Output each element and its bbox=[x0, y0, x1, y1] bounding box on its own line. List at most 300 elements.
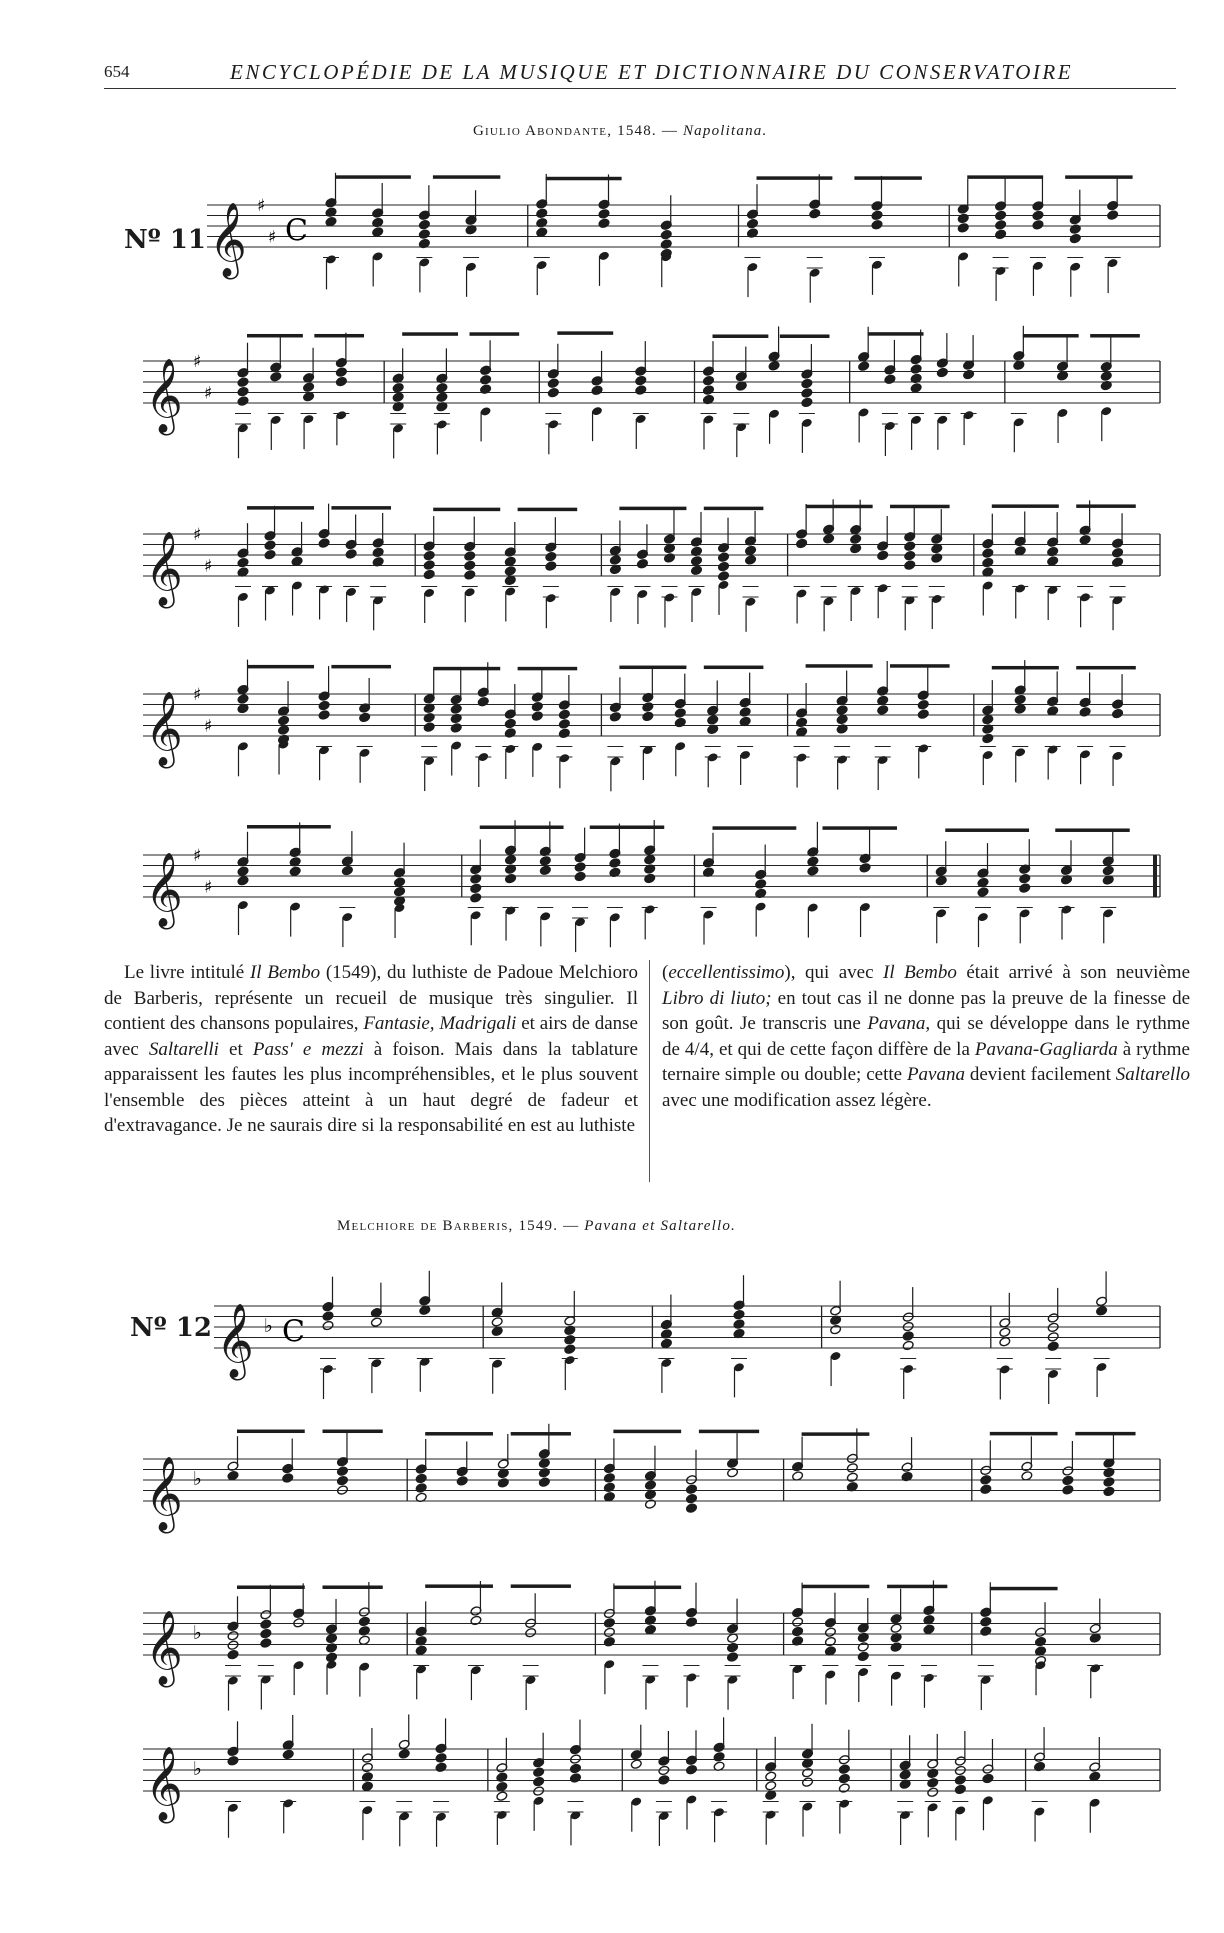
beam bbox=[704, 666, 764, 670]
notehead bbox=[1032, 210, 1044, 221]
beam bbox=[323, 1430, 383, 1434]
notehead bbox=[660, 1338, 672, 1349]
notehead bbox=[877, 705, 889, 716]
notehead bbox=[807, 865, 819, 876]
notehead bbox=[636, 558, 648, 569]
text-run: à rythme ternaire simple ou double; cette bbox=[662, 1038, 1190, 1085]
text-run: et airs de danse avec bbox=[104, 1013, 638, 1060]
beam bbox=[237, 1430, 305, 1434]
beam bbox=[992, 666, 1059, 670]
notehead bbox=[394, 877, 406, 888]
notehead bbox=[685, 1484, 697, 1495]
notehead bbox=[917, 709, 929, 720]
notehead bbox=[801, 378, 813, 389]
notehead bbox=[418, 219, 430, 230]
notehead bbox=[318, 710, 330, 721]
notehead bbox=[1062, 1475, 1074, 1486]
notehead bbox=[690, 565, 702, 576]
time-signature: C bbox=[285, 213, 308, 249]
notehead bbox=[859, 863, 871, 874]
notehead bbox=[318, 700, 330, 711]
notehead bbox=[237, 396, 249, 407]
notehead bbox=[660, 239, 672, 250]
notehead bbox=[982, 714, 994, 725]
notehead bbox=[505, 873, 517, 884]
notehead bbox=[802, 1777, 814, 1788]
notehead bbox=[1069, 233, 1081, 244]
beam bbox=[1055, 828, 1129, 832]
notehead bbox=[982, 1773, 994, 1784]
notehead bbox=[227, 1470, 239, 1481]
text-run: qui se développe dans le rythme de 4/4, et qui de cette façon diffère de la bbox=[662, 1013, 1190, 1060]
notehead bbox=[858, 361, 870, 372]
notehead bbox=[423, 712, 435, 723]
notehead bbox=[635, 385, 647, 396]
notehead bbox=[477, 696, 489, 707]
beam bbox=[331, 506, 391, 510]
notehead bbox=[836, 714, 848, 725]
paragraph-left bbox=[104, 960, 638, 1139]
notehead bbox=[768, 361, 780, 372]
notehead bbox=[838, 1783, 850, 1794]
key-signature-flat: ♭ bbox=[193, 1622, 202, 1644]
notehead bbox=[470, 874, 482, 885]
beam bbox=[323, 1585, 383, 1589]
notehead bbox=[954, 1784, 966, 1795]
notehead bbox=[644, 873, 656, 884]
key-signature-flat: ♭ bbox=[193, 1758, 202, 1780]
example-11-number: Nº 11 bbox=[124, 225, 206, 255]
treble-clef: 𝄞 bbox=[145, 359, 183, 433]
beam bbox=[247, 825, 331, 829]
notehead bbox=[630, 1759, 642, 1770]
notehead bbox=[642, 702, 654, 713]
italic-text: Il Bembo bbox=[883, 962, 957, 983]
notehead bbox=[398, 1749, 410, 1760]
beam bbox=[433, 175, 500, 179]
beam bbox=[1076, 504, 1136, 508]
notehead bbox=[727, 1652, 739, 1663]
notehead bbox=[935, 875, 947, 886]
notehead bbox=[824, 1627, 836, 1638]
notehead bbox=[927, 1787, 939, 1798]
text-run: et bbox=[218, 1038, 253, 1060]
text-run: (1549), du luthiste de Padoue Melchioro de Barberis, représente un recueil de musique très singulier. Il contient des chansons populaires, bbox=[104, 962, 638, 1034]
italic-text: Saltarelli bbox=[148, 1038, 219, 1060]
notehead bbox=[533, 1767, 545, 1778]
notehead bbox=[713, 1752, 725, 1763]
notehead bbox=[1069, 224, 1081, 235]
notehead bbox=[980, 1475, 992, 1486]
beam bbox=[823, 826, 897, 830]
beam bbox=[990, 1587, 1058, 1591]
text-run: en tout cas il ne donne pas la preuve de la finesse de son goût. Je transcris une bbox=[662, 987, 1191, 1034]
notehead bbox=[609, 858, 621, 869]
beam bbox=[802, 1432, 870, 1436]
notehead bbox=[685, 1503, 697, 1514]
notehead bbox=[564, 1344, 576, 1355]
notehead bbox=[394, 886, 406, 897]
italic-text: Pavana-Gagliarda bbox=[974, 1038, 1118, 1060]
notehead bbox=[982, 733, 994, 744]
notehead bbox=[545, 561, 557, 572]
beam bbox=[806, 664, 873, 668]
notehead bbox=[260, 1628, 272, 1639]
notehead bbox=[838, 1773, 850, 1784]
text-run: avec une modification assez légère. bbox=[662, 1089, 932, 1111]
treble-clef: 𝄞 bbox=[145, 1611, 183, 1685]
notehead bbox=[591, 385, 603, 396]
notehead bbox=[899, 1769, 911, 1780]
notehead bbox=[531, 701, 543, 712]
notehead bbox=[765, 1780, 777, 1791]
example-11-composer: Giulio Abondante bbox=[473, 123, 608, 139]
notehead bbox=[642, 711, 654, 722]
notehead bbox=[644, 1480, 656, 1491]
notehead bbox=[685, 1617, 697, 1628]
beam bbox=[945, 828, 1029, 832]
column-divider bbox=[649, 960, 650, 1182]
notehead bbox=[1112, 547, 1124, 558]
notehead bbox=[801, 388, 813, 399]
time-signature: C bbox=[282, 1314, 305, 1350]
notehead bbox=[237, 875, 249, 886]
beam bbox=[854, 176, 921, 180]
beam bbox=[713, 334, 769, 338]
beam bbox=[1075, 1432, 1135, 1436]
key-signature-sharp: ♯ bbox=[193, 525, 202, 545]
text-run: ( bbox=[662, 962, 669, 983]
notehead bbox=[496, 1791, 508, 1802]
notehead bbox=[1096, 1306, 1108, 1317]
notehead bbox=[963, 369, 975, 380]
notehead bbox=[658, 1775, 670, 1786]
notehead bbox=[796, 538, 808, 549]
italic-text: Pass' e mezzi bbox=[252, 1038, 364, 1060]
notehead bbox=[558, 709, 570, 720]
notehead bbox=[1102, 865, 1114, 876]
notehead bbox=[957, 213, 969, 224]
notehead bbox=[282, 1473, 294, 1484]
example-11-year: , 1548. — bbox=[607, 123, 683, 139]
notehead bbox=[871, 210, 883, 221]
notehead bbox=[902, 1331, 914, 1342]
notehead bbox=[569, 1763, 581, 1774]
notehead bbox=[464, 570, 476, 581]
beam bbox=[780, 334, 830, 338]
notehead bbox=[547, 387, 559, 398]
italic-text: Pavana bbox=[906, 1064, 965, 1085]
notehead bbox=[603, 1473, 615, 1484]
notehead bbox=[435, 1762, 447, 1773]
notehead bbox=[702, 385, 714, 396]
notehead bbox=[1100, 371, 1112, 382]
treble-clef: 𝄞 bbox=[145, 853, 183, 927]
beam bbox=[425, 1584, 493, 1588]
notehead bbox=[436, 382, 448, 393]
text-run: ), qui avec bbox=[784, 962, 884, 983]
notehead bbox=[436, 392, 448, 403]
notehead bbox=[884, 374, 896, 385]
notehead bbox=[491, 1317, 503, 1328]
notehead bbox=[418, 229, 430, 240]
notehead bbox=[358, 1616, 370, 1627]
notehead bbox=[995, 220, 1007, 231]
notehead bbox=[525, 1627, 537, 1638]
notehead bbox=[423, 569, 435, 580]
notehead bbox=[809, 208, 821, 219]
beam bbox=[433, 667, 500, 671]
italic-text: Fantasie, Madrigali bbox=[363, 1013, 517, 1034]
beam bbox=[1065, 175, 1132, 179]
notehead bbox=[415, 1473, 427, 1484]
notehead bbox=[237, 694, 249, 705]
notehead bbox=[857, 1642, 869, 1653]
text-column-right bbox=[662, 960, 1190, 1113]
notehead bbox=[227, 1756, 239, 1767]
beam bbox=[470, 332, 520, 336]
notehead bbox=[733, 1319, 745, 1330]
notehead bbox=[982, 557, 994, 568]
notehead bbox=[871, 219, 883, 230]
beam bbox=[331, 665, 391, 669]
notehead bbox=[392, 382, 404, 393]
notehead bbox=[237, 866, 249, 877]
notehead bbox=[982, 548, 994, 559]
notehead bbox=[545, 551, 557, 562]
beam bbox=[990, 1432, 1058, 1436]
notehead bbox=[830, 1324, 842, 1335]
notehead bbox=[423, 722, 435, 733]
notehead bbox=[980, 1616, 992, 1627]
notehead bbox=[690, 556, 702, 567]
text-run: était arrivé à son neuvième bbox=[956, 962, 1191, 983]
beam bbox=[890, 505, 950, 509]
italic-text: Il Bembo bbox=[249, 962, 321, 983]
notehead bbox=[237, 386, 249, 397]
notehead bbox=[505, 854, 517, 865]
beam bbox=[613, 1586, 681, 1590]
notehead bbox=[335, 367, 347, 378]
notehead bbox=[823, 533, 835, 544]
notehead bbox=[1047, 1341, 1059, 1352]
key-signature-sharp: ♯ bbox=[193, 352, 202, 372]
notehead bbox=[361, 1781, 373, 1792]
notehead bbox=[685, 1493, 697, 1504]
notehead bbox=[609, 712, 621, 723]
notehead bbox=[746, 218, 758, 229]
notehead bbox=[598, 209, 610, 220]
notehead bbox=[1014, 704, 1026, 715]
beam bbox=[480, 825, 564, 829]
notehead bbox=[358, 1626, 370, 1637]
notehead bbox=[644, 1624, 656, 1635]
notehead bbox=[470, 883, 482, 894]
notehead bbox=[792, 1626, 804, 1637]
notehead bbox=[644, 1499, 656, 1510]
notehead bbox=[370, 1317, 382, 1328]
key-signature-flat: ♭ bbox=[193, 1468, 202, 1490]
notehead bbox=[361, 1762, 373, 1773]
notehead bbox=[1019, 883, 1031, 894]
notehead bbox=[796, 717, 808, 728]
example-12-number: Nº 12 bbox=[130, 1313, 212, 1343]
beam bbox=[802, 1585, 870, 1589]
treble-clef: 𝄞 bbox=[145, 532, 183, 606]
notehead bbox=[289, 866, 301, 877]
beam bbox=[704, 507, 764, 511]
beam bbox=[518, 508, 578, 512]
notehead bbox=[504, 566, 516, 577]
notehead bbox=[877, 550, 889, 561]
notehead bbox=[336, 1475, 348, 1486]
notehead bbox=[470, 1615, 482, 1626]
notehead bbox=[931, 553, 943, 564]
notehead bbox=[423, 560, 435, 571]
notehead bbox=[335, 376, 347, 387]
notehead bbox=[496, 1781, 508, 1792]
notehead bbox=[538, 1477, 550, 1488]
notehead bbox=[1112, 708, 1124, 719]
notehead bbox=[739, 707, 751, 718]
notehead bbox=[904, 541, 916, 552]
notehead bbox=[1107, 210, 1119, 221]
notehead bbox=[531, 711, 543, 722]
beam bbox=[425, 1432, 493, 1436]
notehead bbox=[745, 555, 757, 566]
notehead bbox=[663, 553, 675, 564]
notehead bbox=[1014, 694, 1026, 705]
italic-text: Pavana, bbox=[867, 1013, 931, 1034]
treble-clef: 𝄞 bbox=[209, 203, 247, 277]
notehead bbox=[685, 1764, 697, 1775]
notehead bbox=[325, 1633, 337, 1644]
notehead bbox=[792, 1617, 804, 1628]
notehead bbox=[480, 374, 492, 385]
beam bbox=[546, 177, 622, 181]
beam bbox=[247, 334, 303, 338]
notehead bbox=[464, 551, 476, 562]
notehead bbox=[345, 549, 357, 560]
beam bbox=[757, 176, 833, 180]
notehead bbox=[890, 1623, 902, 1634]
notehead bbox=[504, 718, 516, 729]
beam bbox=[335, 175, 411, 179]
notehead bbox=[539, 856, 551, 867]
notehead bbox=[846, 1472, 858, 1483]
notehead bbox=[456, 1476, 468, 1487]
notehead bbox=[450, 704, 462, 715]
beam bbox=[806, 505, 873, 509]
notehead bbox=[415, 1483, 427, 1494]
italic-text: eccellentissimo bbox=[668, 962, 785, 983]
beam bbox=[967, 175, 1043, 179]
notehead bbox=[504, 575, 516, 586]
notehead bbox=[372, 227, 384, 238]
beam bbox=[887, 1585, 947, 1589]
notehead bbox=[745, 545, 757, 556]
notehead bbox=[1103, 1486, 1115, 1497]
notehead bbox=[574, 862, 586, 873]
notehead bbox=[341, 865, 353, 876]
notehead bbox=[569, 1773, 581, 1784]
notehead bbox=[303, 382, 315, 393]
notehead bbox=[547, 378, 559, 389]
notehead bbox=[415, 1645, 427, 1656]
notehead bbox=[536, 208, 548, 219]
notehead bbox=[635, 375, 647, 386]
notehead bbox=[603, 1636, 615, 1647]
key-signature-sharp: ♯ bbox=[193, 846, 202, 866]
notehead bbox=[574, 871, 586, 882]
notehead bbox=[718, 571, 730, 582]
notehead bbox=[464, 560, 476, 571]
running-title: ENCYCLOPÉDIE DE LA MUSIQUE ET DICTIONNAIRE DU CONSERVATOIRE bbox=[230, 60, 1074, 84]
notehead bbox=[609, 555, 621, 566]
notehead bbox=[857, 1651, 869, 1662]
beam bbox=[868, 332, 924, 336]
example-11-title: Napolitana. bbox=[682, 123, 768, 139]
notehead bbox=[264, 540, 276, 551]
notehead bbox=[980, 1626, 992, 1637]
notehead bbox=[491, 1326, 503, 1337]
text-run: devient facilement bbox=[964, 1064, 1116, 1085]
notehead bbox=[237, 557, 249, 568]
key-signature-sharp: ♯ bbox=[204, 383, 213, 404]
notehead bbox=[910, 364, 922, 375]
notehead bbox=[325, 216, 337, 227]
beam bbox=[314, 334, 364, 338]
beam bbox=[992, 504, 1059, 508]
notehead bbox=[980, 1484, 992, 1495]
notehead bbox=[322, 1311, 334, 1322]
key-signature-sharp: ♯ bbox=[257, 196, 266, 216]
key-signature-sharp: ♯ bbox=[193, 685, 202, 705]
beam bbox=[713, 826, 797, 830]
notehead bbox=[836, 705, 848, 716]
notehead bbox=[435, 1753, 447, 1764]
notehead bbox=[423, 550, 435, 561]
notehead bbox=[260, 1638, 272, 1649]
notehead bbox=[904, 550, 916, 561]
key-signature-sharp: ♯ bbox=[204, 716, 213, 737]
beam bbox=[511, 1584, 571, 1588]
beam bbox=[237, 1585, 305, 1589]
notehead bbox=[227, 1640, 239, 1651]
notehead bbox=[237, 377, 249, 388]
notehead bbox=[660, 229, 672, 240]
text-column-left bbox=[104, 960, 638, 1139]
treble-clef: 𝄞 bbox=[145, 692, 183, 766]
notehead bbox=[598, 218, 610, 229]
beam bbox=[1023, 334, 1079, 338]
notehead bbox=[1079, 707, 1091, 718]
notehead bbox=[838, 1764, 850, 1775]
notehead bbox=[282, 1749, 294, 1760]
notehead bbox=[957, 223, 969, 234]
notehead bbox=[504, 728, 516, 739]
text-run: à foison. Mais dans la tablature apparaissent les fautes les plus incompréhensibles, et le plus souvent l'ensemble des pièces atteint à un haut degré de fadeur et d'extravagance. Je ne saurais dire si la responsabilité en est au luthiste bbox=[104, 1038, 638, 1136]
notehead bbox=[372, 547, 384, 558]
notehead bbox=[1019, 873, 1031, 884]
notehead bbox=[802, 1767, 814, 1778]
notehead bbox=[270, 371, 282, 382]
example-12-year: , 1549. — bbox=[508, 1218, 585, 1234]
notehead bbox=[1035, 1636, 1047, 1647]
notehead bbox=[910, 383, 922, 394]
notehead bbox=[917, 699, 929, 710]
key-signature-sharp: ♯ bbox=[268, 227, 277, 248]
